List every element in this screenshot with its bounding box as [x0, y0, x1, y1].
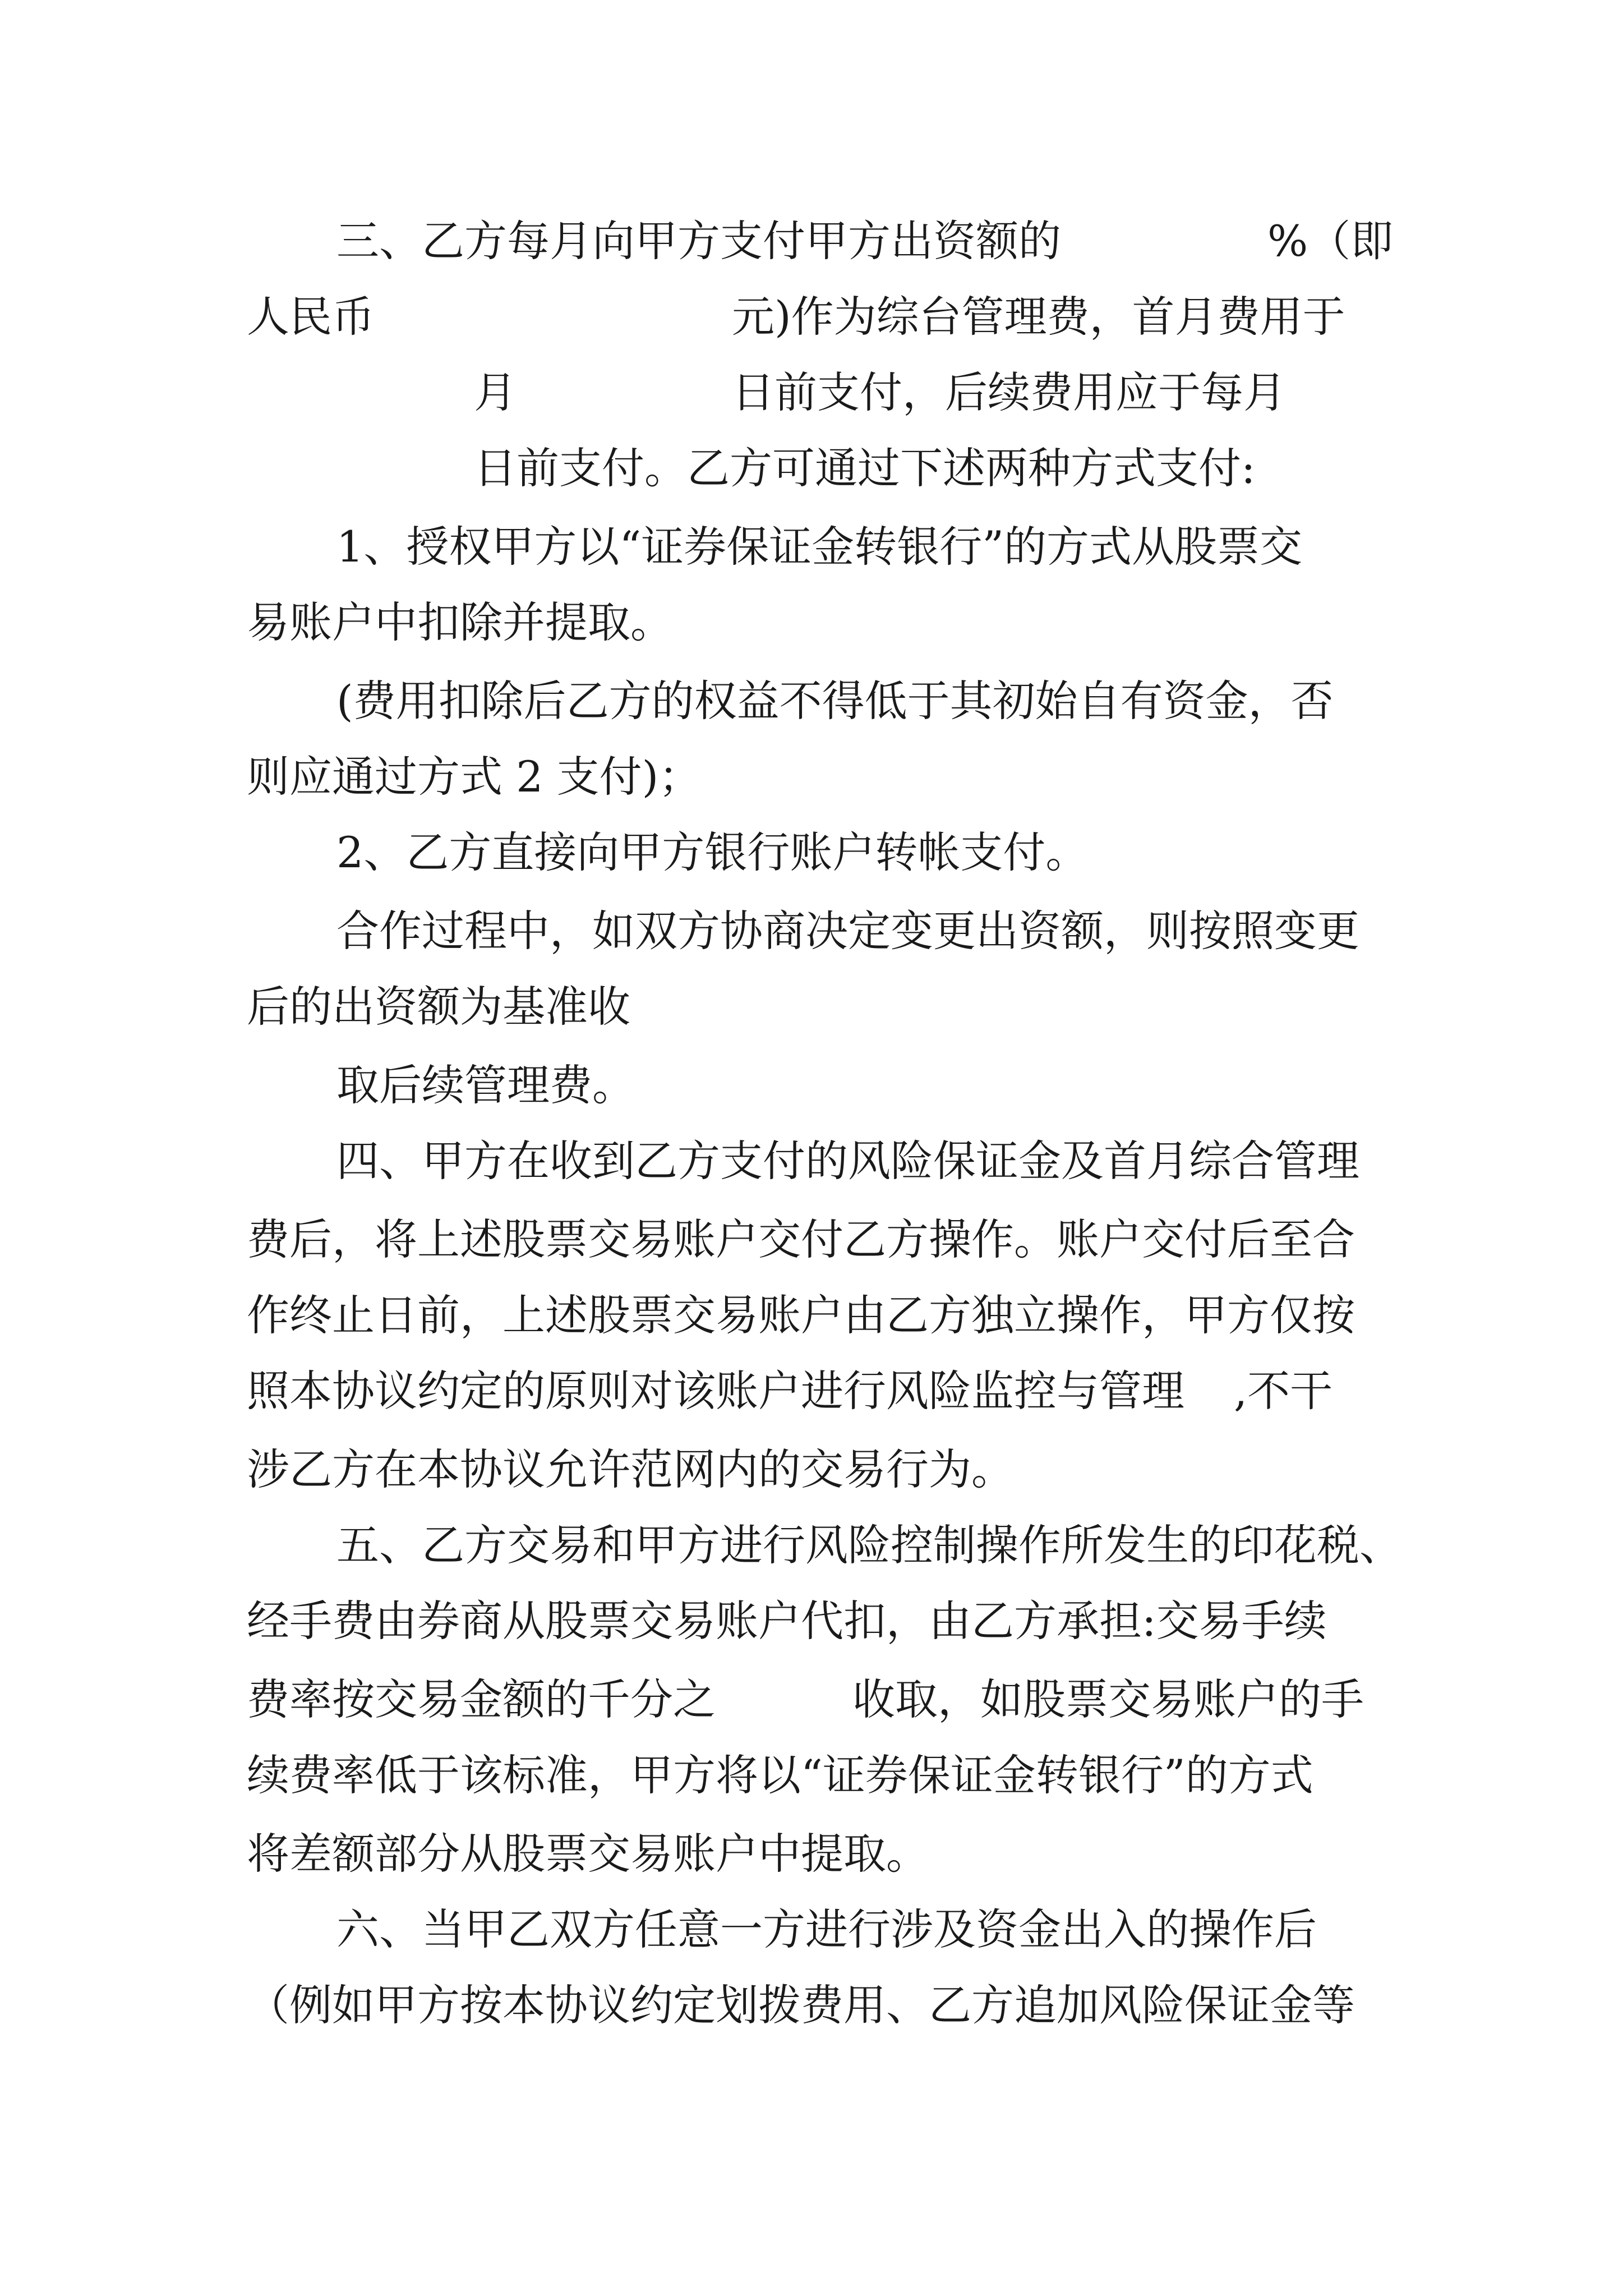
clause3-line3-month: 月 [474, 367, 517, 417]
clause3-line3-text: 日前支付，后续费用应于每月 [732, 367, 1286, 417]
clause3-line1-percent: %（即 [1267, 216, 1394, 266]
clause5-line1 [247, 1506, 1402, 1585]
clause3-line2 [247, 278, 1374, 356]
clause4-text-2: 费后，将上述股票交易账户交付乙方操作。账户交付后至合 [247, 1214, 1355, 1264]
clause6-line2 [247, 1966, 1374, 2045]
clause3-note-line2 [247, 738, 1374, 816]
clause5-text-3a: 费率按交易金额的千分之 [247, 1674, 716, 1724]
clause3-method1-line2 [247, 583, 1374, 662]
clause3-line1-text: 三、乙方每月向甲方支付甲方出资额的 [336, 216, 1061, 266]
method1-text-cont: 易账户中扣除并提取。 [247, 597, 673, 647]
clause4-line5 [247, 1430, 1374, 1509]
clause3-method2 [247, 813, 1374, 892]
clause3-line1 [247, 202, 1394, 280]
clause5-text: 五、乙方交易和甲方进行风险控制操作所发生的印花税、 [336, 1520, 1402, 1570]
change-text-cont: 后的出资额为基准收 [247, 982, 630, 1032]
clause4-text-4b: ,不干 [1234, 1366, 1333, 1416]
clause3-method1-line1 [247, 508, 1374, 586]
clause4-text-5: 涉乙方在本协议允许范网内的交易行为。 [247, 1444, 1014, 1494]
clause3-line4-text: 日前支付。乙方可通过下述两种方式支付: [474, 443, 1256, 493]
clause4-line3 [247, 1276, 1374, 1355]
clause3-line4 [247, 429, 1374, 508]
clause4-line2 [247, 1200, 1374, 1279]
clause4-text-4: 照本协议约定的原则对该账户进行风险监控与管理 [247, 1366, 1184, 1416]
clause4-text: 四、甲方在收到乙方支付的风险保证金及首月综合管理 [336, 1136, 1359, 1186]
clause5-text-5: 将差额部分从股票交易账户中提取。 [247, 1829, 929, 1879]
clause5-line4 [247, 1736, 1374, 1815]
clause6-text: 六、当甲乙双方任意一方进行涉及资金出入的操作后 [336, 1904, 1317, 1954]
note-text-cont: 则应通过方式 2 支付)； [247, 752, 702, 802]
clause5-text-2: 经手费由券商从股票交易账户代扣，由乙方承担:交易手续 [247, 1596, 1327, 1646]
clause3-line3 [247, 353, 1374, 432]
clause3-change-line3 [247, 1046, 1374, 1125]
method2-text: 2、乙方直接向甲方银行账户转帐支付。 [336, 827, 1089, 877]
clause3-change-line2 [247, 968, 1374, 1046]
clause3-change-line1 [247, 892, 1374, 970]
clause6-line1 [247, 1890, 1374, 1969]
clause4-text-3: 作终止日前，上述股票交易账户由乙方独立操作，甲方仅按 [247, 1290, 1355, 1340]
clause5-text-3b: 收取，如股票交易账户的手 [852, 1674, 1364, 1724]
clause4-line4 [247, 1352, 1374, 1430]
clause5-text-4: 续费率低于该标准，甲方将以“证券保证金转银行”的方式 [247, 1750, 1313, 1800]
clause6-text-2: （例如甲方按本协议约定划拨费用、乙方追加风险保证金等 [247, 1980, 1355, 2030]
clause5-line2 [247, 1582, 1374, 1660]
clause4-line1 [247, 1122, 1374, 1200]
clause3-note-line1 [247, 662, 1374, 740]
clause3-line2-currency: 人民币 [247, 292, 375, 342]
note-text: (费用扣除后乙方的权益不得低于其初始自有资金，否 [336, 676, 1334, 726]
clause5-line3 [247, 1660, 1374, 1739]
method1-text: 1、授权甲方以“证券保证金转银行”的方式从股票交 [336, 522, 1303, 572]
change-text: 合作过程中，如双方协商决定变更出资额，则按照变更 [336, 906, 1359, 956]
clause3-line2-text: 元)作为综台管理费，首月费用于 [732, 292, 1345, 342]
clause5-line5 [247, 1815, 1374, 1893]
change-text-end: 取后续管理费。 [336, 1060, 635, 1110]
